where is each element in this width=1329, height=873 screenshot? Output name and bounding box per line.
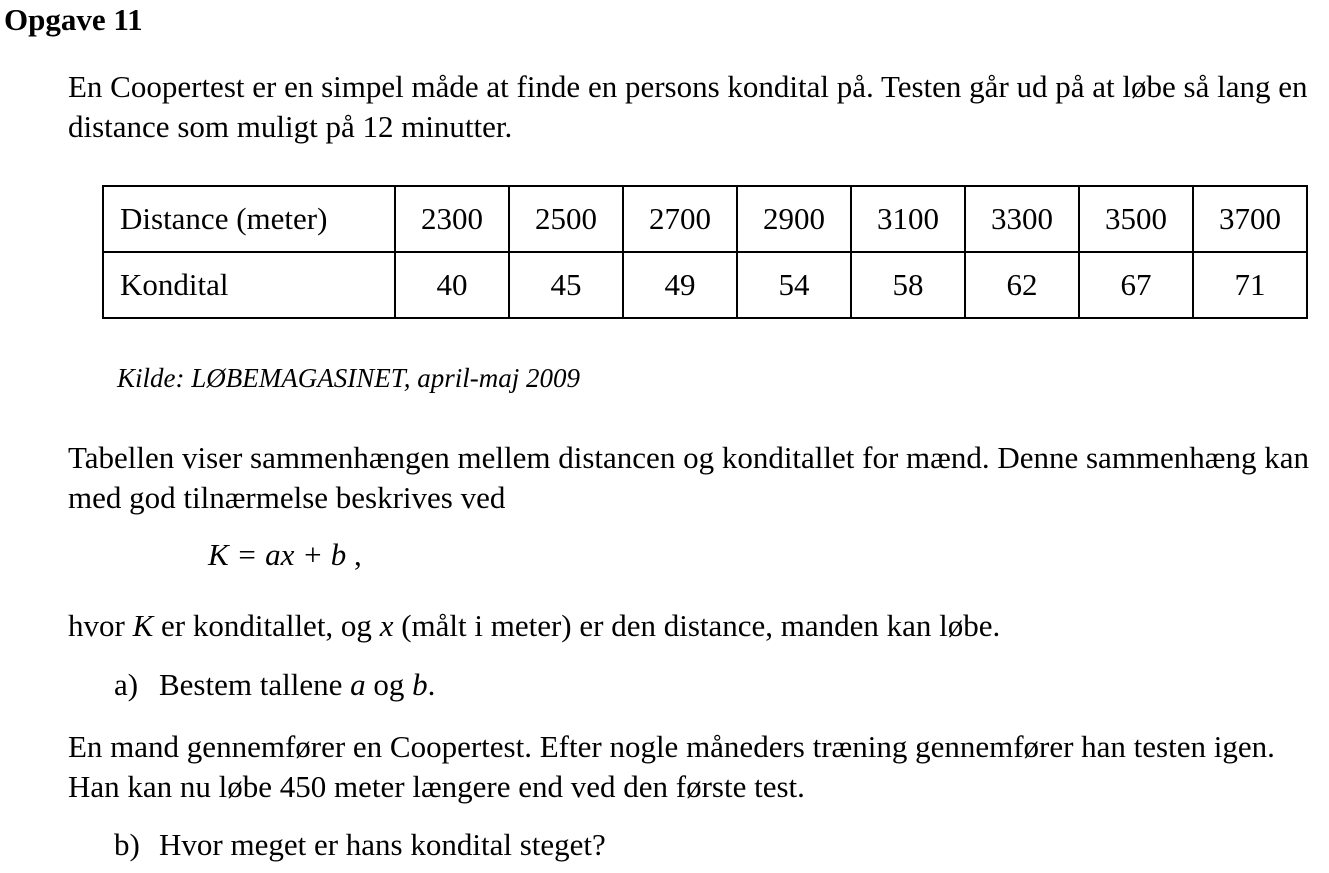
table-cell: 3700: [1193, 186, 1307, 252]
table-cell: 58: [851, 252, 965, 318]
text-fragment: .: [427, 667, 436, 702]
question-label: b): [114, 827, 140, 862]
formula-expression: K = ax + b: [208, 537, 347, 572]
row-header-kondital: Kondital: [103, 252, 395, 318]
question-text: Hvor meget er hans kondital steget?: [159, 827, 606, 862]
table-cell: 71: [1193, 252, 1307, 318]
question-label: a): [114, 667, 139, 702]
table-cell: 67: [1079, 252, 1193, 318]
formula-comma: ,: [346, 537, 362, 572]
table-cell: 49: [623, 252, 737, 318]
variable-b: b: [412, 667, 428, 702]
question-a: [114, 667, 435, 703]
exercise-title: Opgave 11: [4, 2, 143, 37]
text-fragment: hvor: [68, 608, 133, 643]
source-citation: Kilde: LØBEMAGASINET, april-maj 2009: [117, 363, 580, 393]
table-cell: 3100: [851, 186, 965, 252]
table-cell: 3300: [965, 186, 1079, 252]
data-table: [102, 185, 1308, 319]
table-cell: 2500: [509, 186, 623, 252]
question-b: [114, 827, 606, 863]
table-row-distance: [103, 186, 1307, 252]
table-cell: 40: [395, 252, 509, 318]
text-fragment: og: [365, 667, 413, 702]
table-cell: 62: [965, 252, 1079, 318]
scenario-paragraph: En mand gennemfører en Coopertest. Efter nogle måneders træning gennemfører han testen igen. Han kan nu løbe 450 meter længere end ved den første test.: [68, 729, 1275, 804]
variable-a: a: [350, 667, 366, 702]
table-cell: 2300: [395, 186, 509, 252]
text-fragment: Bestem tallene: [159, 667, 351, 702]
formula: [208, 537, 362, 573]
variable-x: x: [379, 608, 394, 643]
table-cell: 2900: [737, 186, 851, 252]
intro-paragraph: En Coopertest er en simpel måde at finde en persons kondital på. Testen går ud på at løbe så lang en distance som muligt på 12 minutter.: [68, 69, 1308, 144]
text-fragment: er konditallet, og: [153, 608, 380, 643]
text-fragment: (målt i meter) er den distance, manden kan løbe.: [393, 608, 1001, 643]
variable-k: K: [132, 608, 154, 643]
table-cell: 45: [509, 252, 623, 318]
variables-paragraph: [68, 608, 1000, 644]
table-row-kondital: [103, 252, 1307, 318]
relation-paragraph: Tabellen viser sammenhængen mellem distancen og konditallet for mænd. Denne sammenhæng kan med god tilnærmelse beskrives ved: [68, 440, 1309, 515]
table-cell: 2700: [623, 186, 737, 252]
table-cell: 54: [737, 252, 851, 318]
row-header-distance: Distance (meter): [103, 186, 395, 252]
table-cell: 3500: [1079, 186, 1193, 252]
